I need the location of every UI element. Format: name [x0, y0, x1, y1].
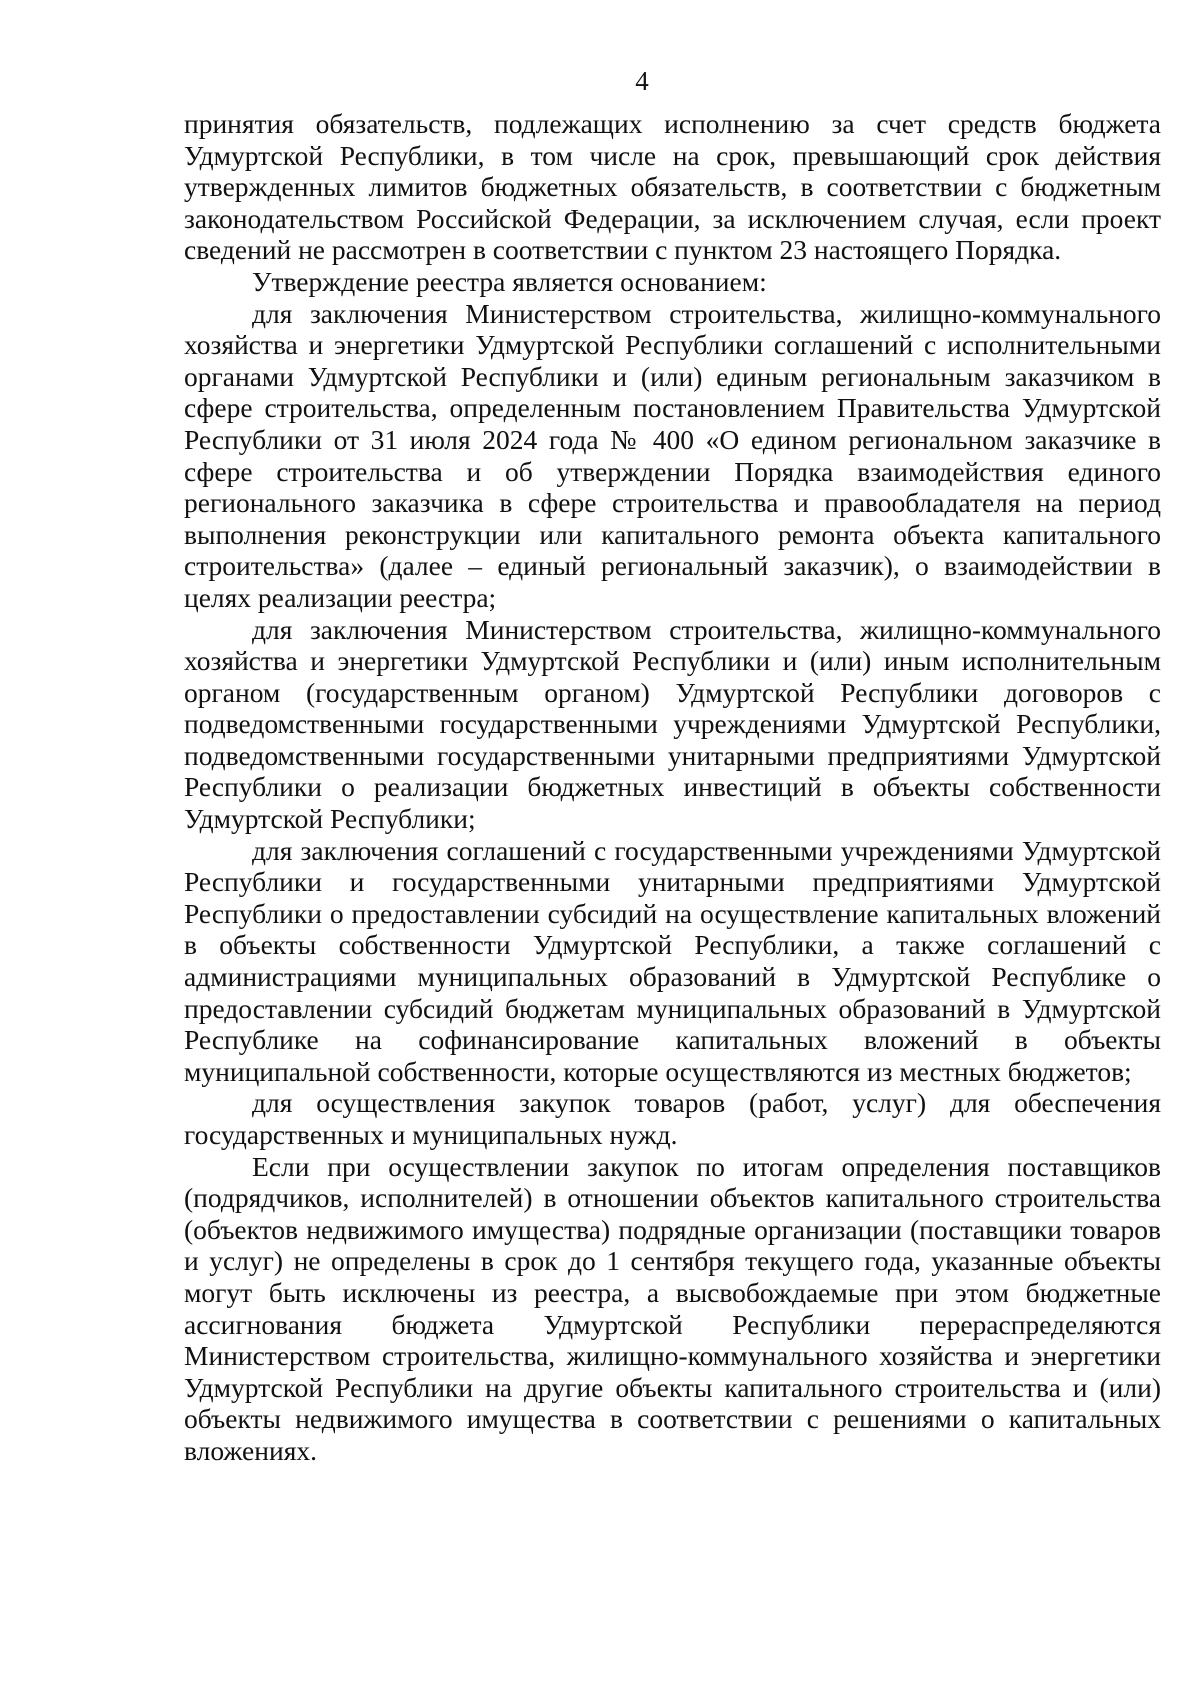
paragraph: принятия обязательств, подлежащих исполнению за счет средств бюджета Удмуртской Республики, в том числе на срок, превышающий срок действия утвержденных лимитов бюджетных обязательств, в соответствии с бюджетным законодательством Российской Федерации, за исключением случая, если проект сведений не рассмотрен в соответствии с пунктом 23 настоящего Порядка.	[184, 108, 1161, 266]
page-number: 4	[635, 66, 649, 96]
paragraph: Утверждение реестра является основанием:	[252, 265, 767, 297]
paragraph: для заключения соглашений с государственными учреждениями Удмуртской Республики и государственными унитарными предприятиями Удмуртской Республики о предоставлении субсидий на осуществление капитальных вложений в объекты собственности Удмуртской Республики, а также соглашений с администрациями муниципальных образований в Удмуртской Республике о предоставлении субсидий бюджетам муниципальных образований в Удмуртской Республике на софинансирование капитальных вложений в объекты муниципальной собственности, которые осуществляются из местных бюджетов;	[184, 834, 1161, 1087]
document-body	[184, 108, 1161, 1467]
paragraph: для заключения Министерством строительства, жилищно-коммунального хозяйства и энергетики Удмуртской Республики соглашений с исполнительными органами Удмуртской Республики и (или) единым региональным заказчиком в сфере строительства, определенным постановлением Правительства Удмуртской Республики от 31 июля 2024 года № 400 «О едином региональном заказчике в сфере строительства и об утверждении Порядка взаимодействия единого регионального заказчика в сфере строительства и правообладателя на период выполнения реконструкции или капитального ремонта объекта капитального строительства» (далее – единый региональный заказчик), о взаимодействии в целях реализации реестра;	[184, 297, 1161, 613]
paragraph: Если при осуществлении закупок по итогам определения поставщиков (подрядчиков, исполнителей) в отношении объектов капитального строительства (объектов недвижимого имущества) подрядные организации (поставщики товаров и услуг) не определены в срок до 1 сентября текущего года, указанные объекты могут быть исключены из реестра, а высвобождаемые при этом бюджетные ассигнования бюджета Удмуртской Республики перераспределяются Министерством строительства, жилищно-коммунального хозяйства и энергетики Удмуртской Республики на другие объекты капитального строительства и (или) объекты недвижимого имущества в соответствии с решениями о капитальных вложениях.	[184, 1150, 1161, 1466]
paragraph: для осуществления закупок товаров (работ, услуг) для обеспечения государственных и муниципальных нужд.	[184, 1087, 1161, 1150]
paragraph: для заключения Министерством строительства, жилищно-коммунального хозяйства и энергетики Удмуртской Республики и (или) иным исполнительным органом (государственным органом) Удмуртской Республики договоров с подведомственными государственными учреждениями Удмуртской Республики, подведомственными государственными унитарными предприятиями Удмуртской Республики о реализации бюджетных инвестиций в объекты собственности Удмуртской Республики;	[184, 613, 1161, 835]
